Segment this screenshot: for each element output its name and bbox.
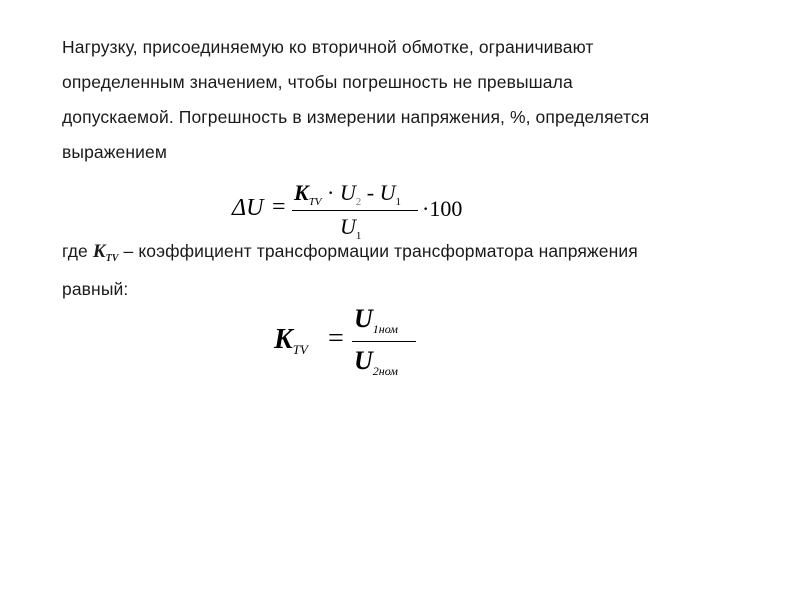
intro-paragraph (62, 30, 752, 170)
formula2-den-u: U (354, 346, 373, 375)
formula1-num-k: K (294, 180, 309, 205)
formula1-num-u1-sub: 1 (395, 196, 401, 208)
intro-line-2: определенным значением, чтобы погрешность не превышала (62, 72, 573, 92)
ratio-line-1-prefix: где (62, 241, 88, 261)
ktv-sub: TV (105, 253, 119, 264)
formula2-num-u: U (354, 304, 373, 333)
formula2-num-sub: 1ном (372, 322, 398, 336)
formula2-fraction-bar (352, 341, 416, 342)
formula1-tail: ·100 (422, 196, 463, 221)
formula1-den-u1-sub: 1 (355, 230, 362, 242)
formula2-numerator (354, 304, 398, 334)
ratio-line-1-suffix: – коэффициент трансформации трансформатора напряжения (123, 241, 638, 261)
formula1-minus: - (366, 180, 375, 205)
transformation-ratio-formula (268, 300, 438, 384)
ratio-line-1 (62, 234, 752, 272)
formula1-numerator (294, 180, 401, 206)
formula1-num-u2: U (339, 180, 356, 205)
formula1-num-u2-sub: 2 (355, 196, 362, 208)
formula1-dot: · (327, 180, 335, 205)
ktv-symbol (93, 241, 119, 262)
formula2-lhs (274, 324, 308, 356)
intro-line-3: допускаемой. Погрешность в измерении напряжения, %, определяется (62, 107, 650, 127)
intro-line-1: Нагрузку, присоединяемую ко вторичной обмотке, ограничивают (62, 37, 594, 57)
formula2-lhs-k: K (274, 324, 293, 355)
formula2-denominator (354, 346, 398, 376)
formula1-lhs: ΔU (232, 195, 264, 221)
ratio-paragraph (62, 234, 752, 307)
formula2-den-sub: 2ном (372, 364, 398, 378)
formula1-num-u1: U (379, 180, 396, 205)
formula2-lhs-sub: TV (292, 342, 308, 357)
formula1-fraction-bar (292, 210, 418, 211)
formula1-den-u1: U (340, 214, 356, 239)
ktv-letter: K (92, 241, 106, 262)
intro-line-4: выражением (62, 142, 167, 162)
ratio-line-2: равный: (62, 279, 129, 299)
formula2-equals: = (328, 323, 344, 354)
formula1-num-k-sub: TV (308, 196, 322, 208)
formula1-equals: = (272, 194, 286, 220)
